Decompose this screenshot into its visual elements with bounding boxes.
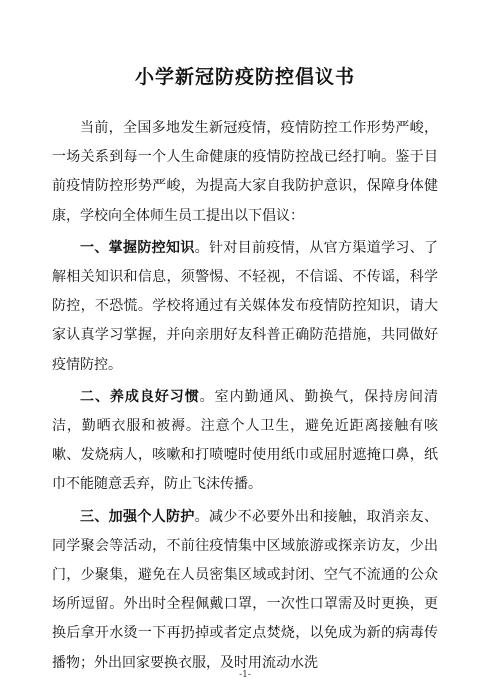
document-body xyxy=(52,114,438,681)
section-paragraph-2 xyxy=(52,383,438,500)
section-heading-3: 三、加强个人防护 xyxy=(80,508,195,525)
page-number: -1- xyxy=(239,670,251,680)
intro-paragraph: 当前，全国多地发生新冠疫情，疫情防控工作形势严峻，一场关系到每一个人生命健康的疫情防控战已经打响。鉴于目前疫情防控形势严峻，为提高大家自我防护意识，保障身体健康，学校向全体师生员工提出以下倡议： xyxy=(52,120,438,224)
section-text-3: 。减少不必要外出和接触，取消亲友、同学聚会等活动，不前往疫情集中区域旅游或探亲访友，少出门，少聚集，避免在人员密集区域或封闭、空气不流通的公众场所逗留。外出时全程佩戴口罩，一次性口罩需及时更换，更换后拿开水烫一下再扔掉或者定点焚烧，以免成为新的病毒传播物；外出回家要换衣服，及时用流动水洗 xyxy=(52,508,439,671)
document-title: 小学新冠防疫防控倡议书 xyxy=(134,66,355,88)
section-heading-2: 二、养成良好习惯 xyxy=(80,388,200,405)
section-text-2: 。室内勤通风、勤换气，保持房间清洁，勤晒衣服和被褥。注意个人卫生，避免近距离接触有咳嗽、发烧病人，咳嗽和打喷嚏时使用纸巾或屈肘遮掩口鼻，纸巾不能随意丢弃，防止飞沫传播。 xyxy=(52,388,439,493)
section-text-1: 。针对目前疫情，从官方渠道学习、了解相关知识和信息，须警惕、不轻视，不信谣、不传谣，科学防控，不恐慌。学校将通过有关媒体发布疫情防控知识，请大家认真学习掌握，并向亲朋好友科普正确防范措施，共同做好疫情防控。 xyxy=(52,239,439,373)
section-heading-1: 一、掌握防控知识 xyxy=(80,239,195,256)
section-paragraph-3 xyxy=(52,503,438,678)
section-paragraph-1 xyxy=(52,234,438,380)
